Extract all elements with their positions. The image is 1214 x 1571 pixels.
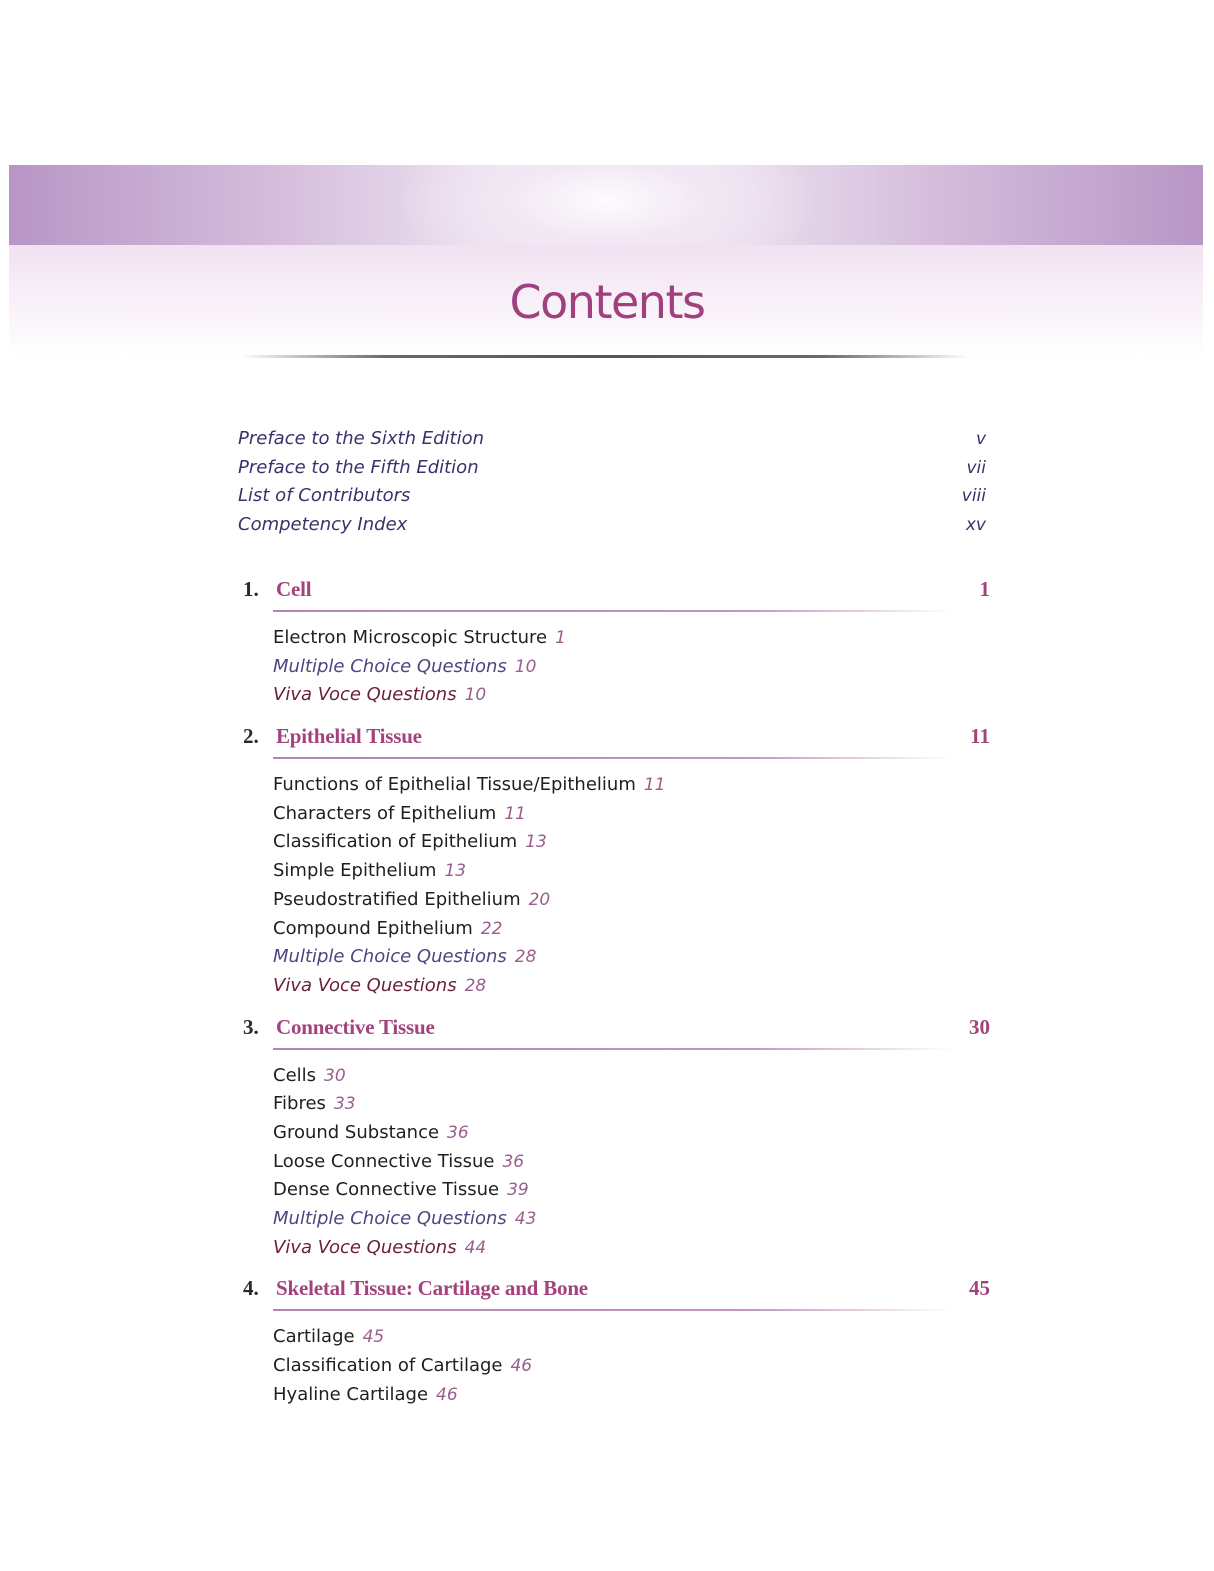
chapter-1 bbox=[240, 577, 990, 724]
entry-page: 43 bbox=[514, 1209, 537, 1229]
front-matter-label: Preface to the Sixth Edition bbox=[238, 428, 484, 449]
chapter-entries bbox=[273, 1062, 990, 1263]
chapter-number: 3. bbox=[243, 1014, 259, 1039]
entry-label: Viva Voce Questions bbox=[273, 1236, 457, 1258]
entry-label: Loose Connective Tissue bbox=[273, 1150, 495, 1172]
entry-label: Classification of Epithelium bbox=[273, 831, 518, 853]
entry-page: 39 bbox=[507, 1180, 529, 1201]
toc-entry[interactable] bbox=[273, 915, 990, 944]
toc-entry[interactable] bbox=[273, 1381, 990, 1410]
title-divider bbox=[240, 355, 970, 358]
front-matter-item[interactable] bbox=[238, 454, 988, 483]
chapter-heading[interactable] bbox=[240, 577, 990, 610]
entry-page: 22 bbox=[480, 918, 503, 939]
entry-label: Multiple Choice Questions bbox=[273, 655, 507, 677]
toc-entry-viva[interactable] bbox=[273, 681, 990, 710]
toc-entry[interactable] bbox=[273, 857, 990, 886]
chapter-2 bbox=[240, 724, 990, 1015]
chapter-number: 1. bbox=[243, 577, 259, 601]
front-matter-label: Competency Index bbox=[238, 514, 408, 536]
chapter-divider bbox=[273, 757, 953, 759]
entry-page: 46 bbox=[436, 1384, 458, 1405]
entry-label: Ground Substance bbox=[273, 1121, 440, 1143]
entry-label: Cartilage bbox=[273, 1326, 355, 1348]
chapter-number: 2. bbox=[243, 724, 259, 749]
entry-page: 36 bbox=[447, 1122, 469, 1143]
entry-page: 10 bbox=[514, 656, 537, 677]
entry-page: 33 bbox=[333, 1094, 356, 1115]
toc-entry[interactable] bbox=[273, 624, 990, 653]
toc-entry-mcq[interactable] bbox=[273, 1205, 990, 1234]
entry-page: 1 bbox=[555, 628, 566, 648]
front-matter-item[interactable] bbox=[238, 425, 988, 454]
front-matter-label: List of Contributors bbox=[238, 485, 411, 507]
entry-page: 13 bbox=[525, 832, 547, 853]
chapter-page: 30 bbox=[969, 1014, 990, 1039]
toc-entry[interactable] bbox=[273, 886, 990, 915]
entry-page: 13 bbox=[444, 861, 467, 882]
toc-entry[interactable] bbox=[273, 1148, 990, 1177]
entry-label: Viva Voce Questions bbox=[273, 974, 457, 996]
chapter-3 bbox=[240, 1015, 990, 1277]
header-gradient-band bbox=[9, 165, 1203, 245]
toc-entry[interactable] bbox=[273, 771, 990, 800]
page-title: Contents bbox=[509, 275, 705, 329]
chapter-heading[interactable] bbox=[240, 1015, 990, 1048]
toc-entry-viva[interactable] bbox=[273, 1234, 990, 1263]
chapter-page: 1 bbox=[979, 577, 990, 601]
chapter-list bbox=[0, 577, 1214, 1409]
chapter-entries bbox=[273, 771, 990, 1001]
chapter-number: 4. bbox=[243, 1276, 259, 1301]
chapter-title: Cell bbox=[276, 577, 312, 601]
toc-entry[interactable] bbox=[273, 1176, 990, 1205]
toc-entry[interactable] bbox=[273, 828, 990, 857]
toc-entry[interactable] bbox=[273, 1119, 990, 1148]
entry-page: 28 bbox=[464, 975, 487, 996]
toc-entry-mcq[interactable] bbox=[273, 653, 990, 682]
entry-label: Pseudostratified Epithelium bbox=[273, 888, 521, 910]
front-matter-list bbox=[238, 425, 988, 540]
chapter-title: Epithelial Tissue bbox=[276, 724, 422, 749]
toc-entry-mcq[interactable] bbox=[273, 943, 990, 972]
front-matter-page: v bbox=[975, 429, 986, 449]
front-matter-page: xv bbox=[965, 515, 986, 536]
chapter-entries bbox=[273, 624, 990, 710]
chapter-divider bbox=[273, 610, 953, 612]
front-matter-item[interactable] bbox=[238, 511, 988, 540]
chapter-entries bbox=[273, 1323, 990, 1409]
entry-label: Classification of Cartilage bbox=[273, 1355, 503, 1377]
entry-label: Compound Epithelium bbox=[273, 917, 473, 939]
entry-label: Electron Microscopic Structure bbox=[273, 627, 548, 648]
toc-entry-viva[interactable] bbox=[273, 972, 990, 1001]
entry-page: 11 bbox=[643, 775, 666, 796]
toc-entry[interactable] bbox=[273, 1062, 990, 1091]
entry-page: 20 bbox=[528, 889, 551, 910]
front-matter-page: viii bbox=[961, 486, 986, 507]
entry-label: Multiple Choice Questions bbox=[273, 946, 507, 968]
toc-entry[interactable] bbox=[273, 1323, 990, 1352]
entry-page: 46 bbox=[510, 1356, 533, 1377]
entry-label: Hyaline Cartilage bbox=[273, 1383, 429, 1405]
toc-entry[interactable] bbox=[273, 800, 990, 829]
chapter-divider bbox=[273, 1048, 953, 1050]
entry-label: Viva Voce Questions bbox=[273, 684, 457, 706]
chapter-divider bbox=[273, 1309, 953, 1311]
chapter-heading[interactable] bbox=[240, 1276, 990, 1309]
toc-entry[interactable] bbox=[273, 1090, 990, 1119]
entry-page: 10 bbox=[464, 685, 487, 706]
toc-entry[interactable] bbox=[273, 1352, 990, 1381]
chapter-title: Connective Tissue bbox=[276, 1014, 435, 1039]
front-matter-page: vii bbox=[966, 457, 986, 478]
chapter-title: Skeletal Tissue: Cartilage and Bone bbox=[276, 1276, 588, 1301]
entry-page: 36 bbox=[502, 1151, 525, 1172]
chapter-4 bbox=[240, 1276, 990, 1409]
front-matter-item[interactable] bbox=[238, 482, 988, 511]
entry-page: 30 bbox=[324, 1065, 346, 1086]
entry-label: Functions of Epithelial Tissue/Epithelium bbox=[273, 774, 636, 796]
chapter-page: 11 bbox=[970, 724, 990, 749]
entry-label: Dense Connective Tissue bbox=[273, 1179, 500, 1201]
chapter-page: 45 bbox=[969, 1276, 990, 1301]
entry-label: Characters of Epithelium bbox=[273, 802, 497, 824]
entry-label: Simple Epithelium bbox=[273, 860, 437, 882]
entry-label: Multiple Choice Questions bbox=[273, 1208, 507, 1229]
entry-label: Fibres bbox=[273, 1093, 326, 1115]
front-matter-label: Preface to the Fifth Edition bbox=[238, 456, 479, 478]
entry-page: 11 bbox=[504, 803, 526, 824]
entry-page: 45 bbox=[362, 1327, 385, 1348]
entry-label: Cells bbox=[273, 1064, 317, 1086]
entry-page: 44 bbox=[464, 1237, 487, 1258]
entry-page: 28 bbox=[514, 947, 537, 968]
chapter-heading[interactable] bbox=[240, 724, 990, 757]
